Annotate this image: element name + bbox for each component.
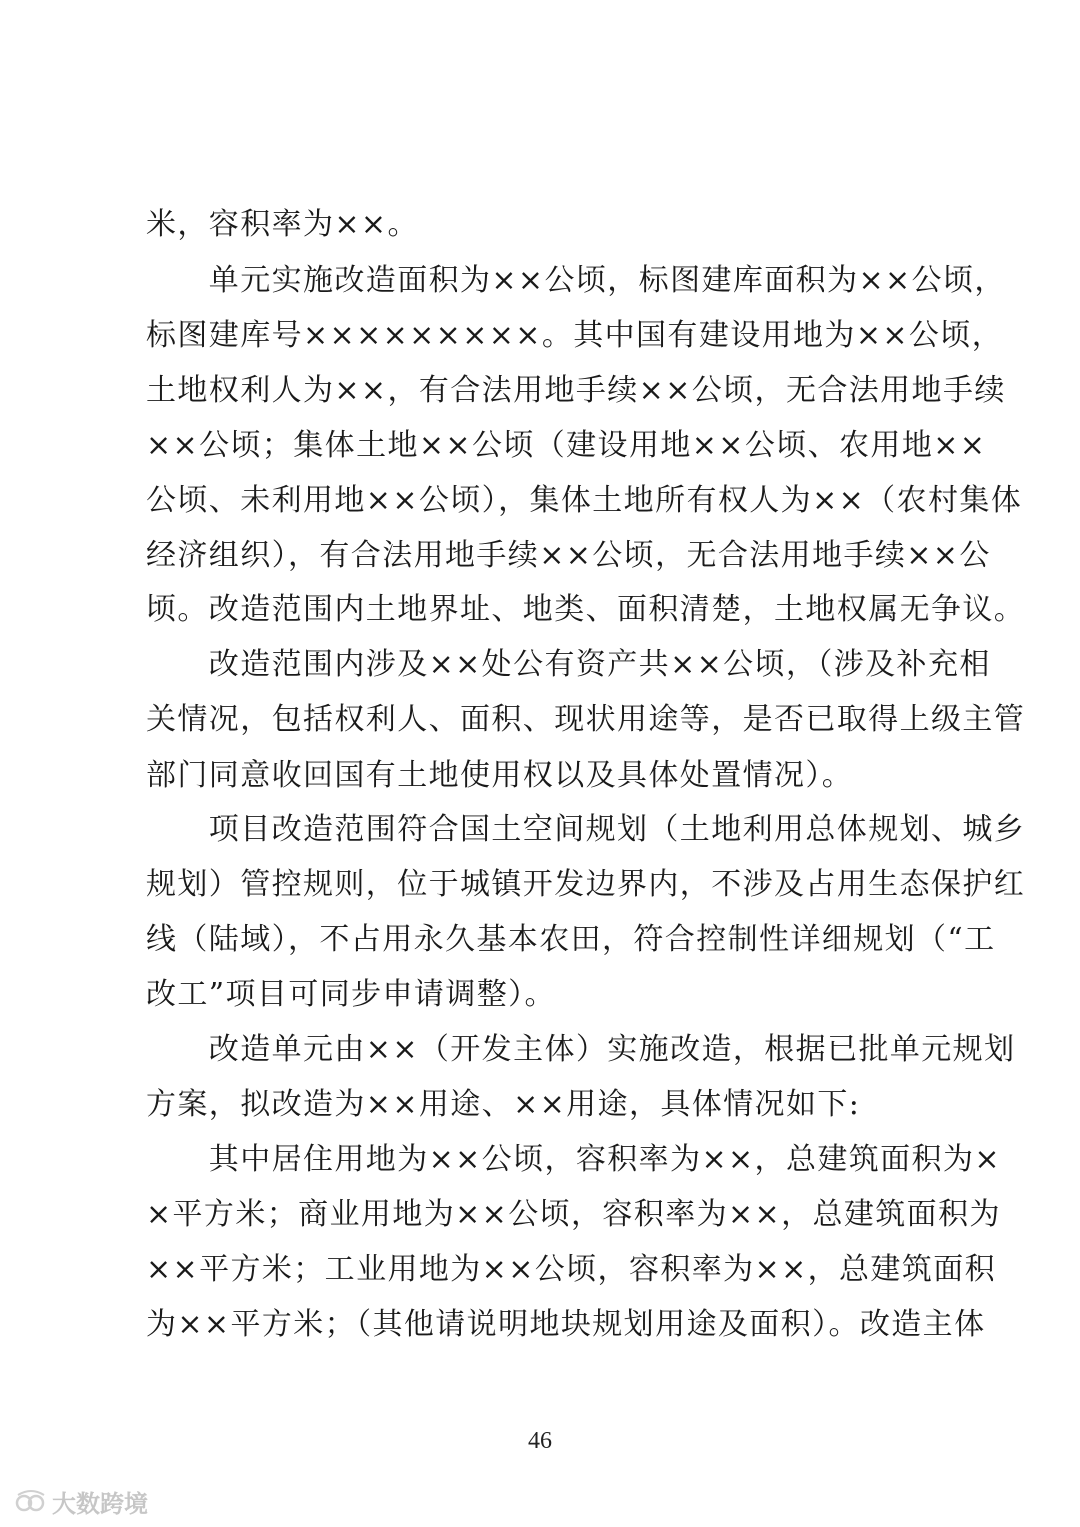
text-line: 经济组织），有合法用地手续××公顷，无合法用地手续××公 [146,538,991,573]
text-line: 公顷、未利用地××公顷），集体土地所有权人为××（农村集体 [146,483,1023,518]
text-line: ××平方米；工业用地为××公顷，容积率为××，总建筑面积 [146,1252,997,1287]
text-line: 部门同意收回国有土地使用权以及具体处置情况）。 [146,758,854,793]
text-line: 标图建库号×××××××××。其中国有建设用地为××公顷， [146,318,1004,353]
text-line: 关情况，包括权利人、面积、现状用途等，是否已取得上级主管 [146,702,1026,737]
brand-logo-icon [14,1489,48,1515]
text-line: 项目改造范围符合国土空间规划（土地利用总体规划、城乡 [146,812,1026,847]
text-line: 为××平方米；（其他请说明地块规划用途及面积）。改造主体 [146,1307,986,1342]
text-line: 改工”项目可同步申请调整）。 [146,977,556,1012]
text-line: 方案，拟改造为××用途、××用途，具体情况如下: [146,1087,861,1122]
text-line: 改造单元由××（开发主体）实施改造，根据已批单元规划 [146,1032,1016,1067]
text-line: 土地权利人为××，有合法用地手续××公顷，无合法用地手续 [146,373,1006,408]
text-line: 顷。改造范围内土地界址、地类、面积清楚，土地权属无争议。 [146,592,1026,627]
text-line: 单元实施改造面积为××公顷，标图建库面积为××公顷， [146,263,1006,298]
text-line: ××公顷；集体土地××公顷（建设用地××公顷、农用地×× [146,428,987,463]
watermark-text: 大数跨境 [52,1490,148,1518]
text-line: 米，容积率为××。 [146,207,419,242]
text-line: 规划）管控规则，位于城镇开发边界内，不涉及占用生态保护红 [146,867,1026,902]
text-line: 线（陆域），不占用永久基本农田，符合控制性详细规划（“工 [146,922,996,957]
text-line: 其中居住用地为××公顷，容积率为××，总建筑面积为× [146,1142,1001,1177]
text-line: 改造范围内涉及××处公有资产共××公顷，（涉及补充相 [146,647,991,682]
page-number: 46 [528,1428,552,1454]
text-line: ×平方米；商业用地为××公顷，容积率为××，总建筑面积为 [146,1197,1001,1232]
watermark [14,1484,148,1519]
